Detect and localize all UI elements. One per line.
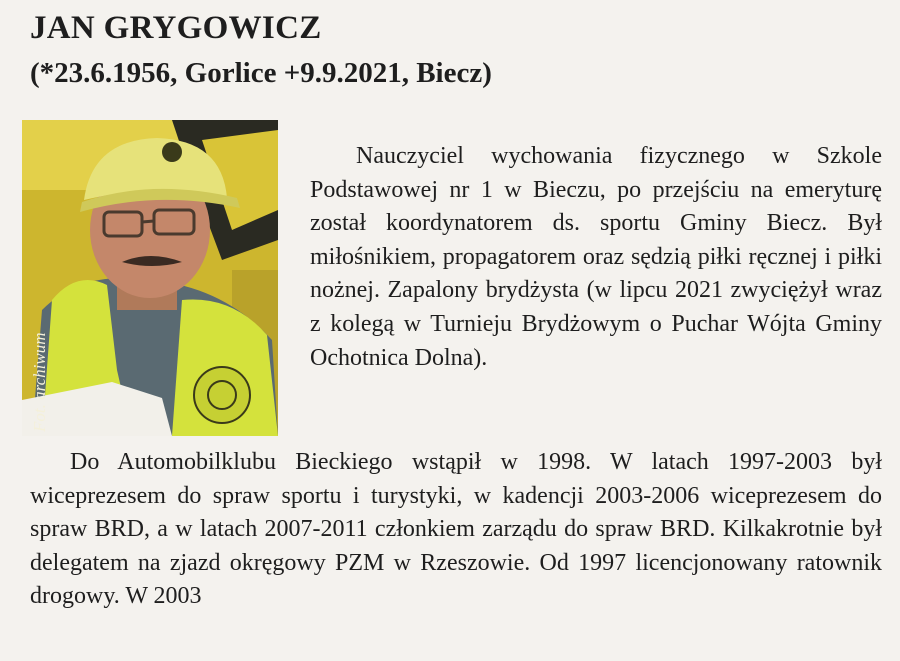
life-dates-subheading: (*23.6.1956, Gorlice +9.9.2021, Biecz) (30, 57, 492, 89)
biography-paragraph-1-text: Nauczyciel wychowania fizycznego w Szkole Podstawowej nr 1 w Bieczu, po przejściu na emeryturę został koordynatorem ds. sportu Gminy Biecz. Był miłośnikiem, propagatorem oraz sędzią piłki ręcznej i piłki nożnej. Zapalony brydżysta (w lipcu 2021 zwyciężył wraz z kolegą w Turnieju Brydżowym o Puchar Wójta Gminy Ochotnica Dolna). (310, 143, 882, 371)
person-name-heading: JAN GRYGOWICZ (30, 10, 322, 46)
biography-paragraph-1 (310, 140, 882, 375)
photo-credit-text: Fot. archiwum (30, 332, 49, 432)
biography-paragraph-2-text: Do Automobilklubu Bieckiego wstąpił w 1998. W latach 1997-2003 był wiceprezesem do spraw sportu i turystyki, w kadencji 2003-2006 wiceprezesem do spraw BRD, a w latach 2007-2011 członkiem zarządu do spraw BRD. Kilkakrotnie był delegatem na zjazd okręgowy PZM w Rzeszowie. Od 1997 licencjonowany ratownik drogowy. W 2003 (30, 449, 882, 610)
photo-credit (22, 120, 62, 436)
biography-paragraph-2 (30, 446, 882, 614)
